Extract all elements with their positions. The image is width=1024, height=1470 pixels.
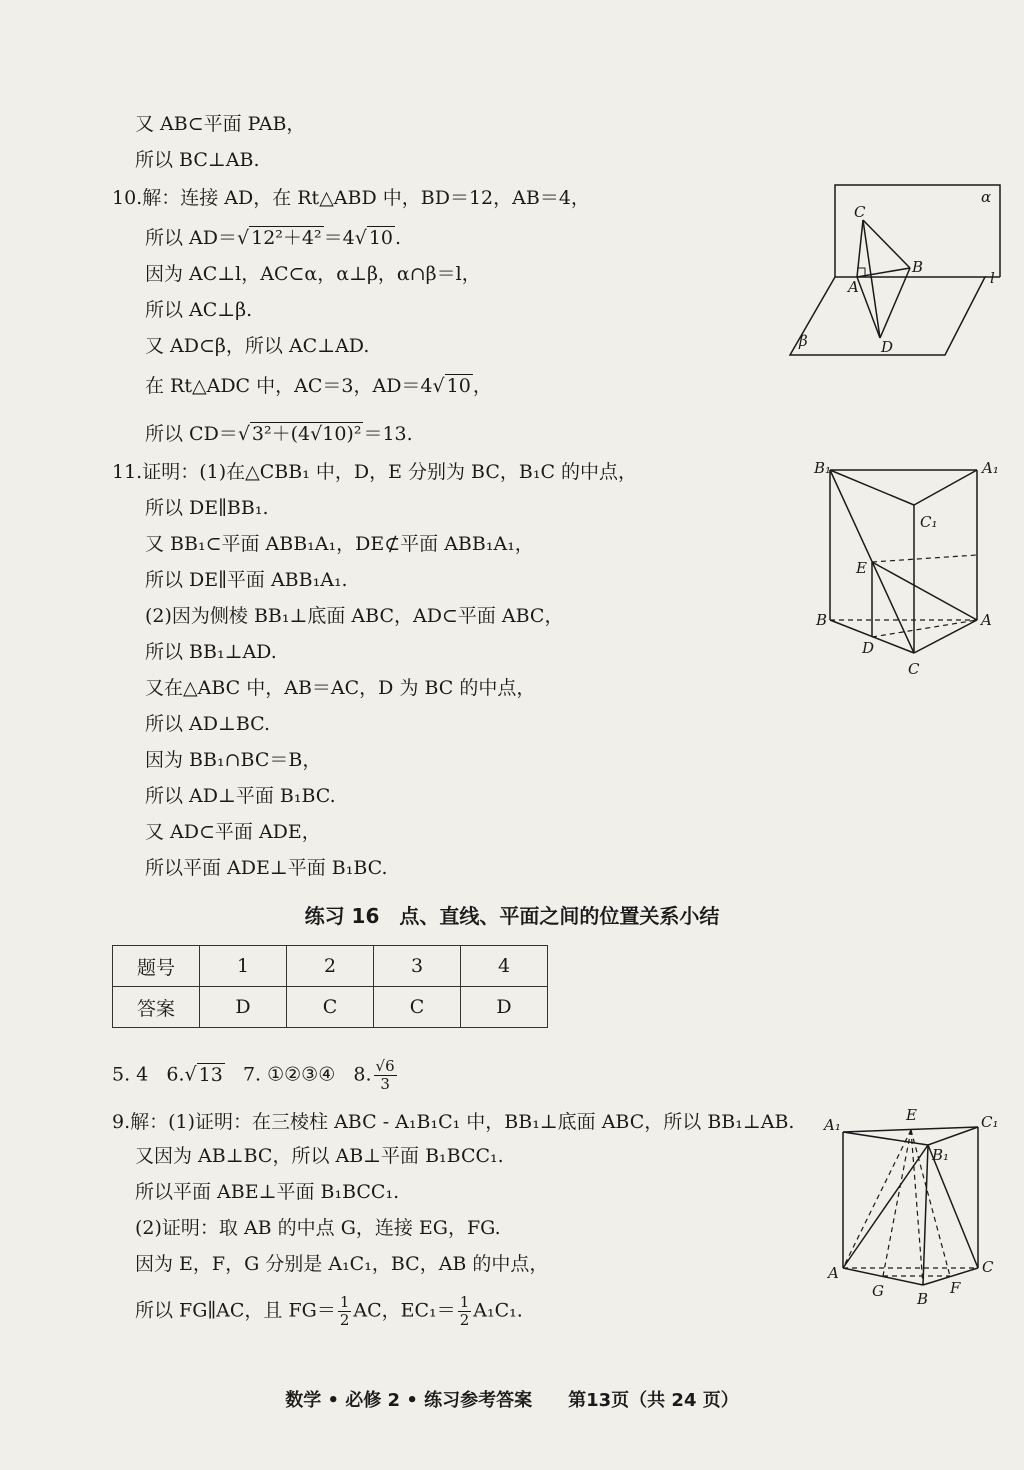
text-line: 所以 AD⊥平面 B₁BC. [145,785,336,807]
label-C1: C₁ [920,513,938,531]
label-A1: A₁ [982,459,999,477]
table-cell: 1 [200,946,287,987]
text-line: 又 AD⊂β，所以 AC⊥AD. [145,335,370,357]
text-line: 又在△ABC 中，AB＝AC，D 为 BC 的中点， [145,677,536,699]
text-line: 所以 DE∥BB₁. [145,497,269,519]
fill-in-answers: 5. 4 6.√ 13 7. ①②③④ 8. $\frac{√6}{3}$ [112,1057,395,1093]
label-G: G [872,1282,884,1300]
label-B: B [912,258,924,276]
text-line: (2)因为侧棱 BB₁⊥底面 ABC，AD⊂平面 ABC， [145,605,564,627]
label-E: E [906,1106,917,1124]
label-C: C [982,1258,994,1276]
question-10-heading: 10.解：连接 AD，在 Rt△ABD 中，BD＝12，AB＝4， [112,187,590,209]
label-B: B [917,1290,929,1308]
label-A: A [981,611,992,629]
label-D: D [881,338,894,356]
label-alpha: α [981,188,992,206]
text-line: 所以 FG∥AC，且 FG＝ $\frac{1}{2}$ AC，EC₁＝ $\frac{1}{2}$ A₁C₁. [135,1293,523,1329]
label-A: A [828,1264,839,1282]
label-l: l [990,269,995,287]
table-cell: D [200,987,287,1028]
answer-table [112,945,548,1028]
text-line: 所以 AC⊥β. [145,299,253,321]
table-header-cell: 答案 [113,987,200,1028]
text-line: 所以 CD＝√ 3²＋(4√10)² ＝13. [145,423,413,445]
text-line: 因为 E，F，G 分别是 A₁C₁，BC，AB 的中点， [135,1253,549,1275]
table-cell: D [461,987,548,1028]
text-line: (2)证明：取 AB 的中点 G，连接 EG，FG. [135,1217,501,1239]
label-B1: B₁ [814,459,832,477]
table-row [113,987,548,1028]
text-line: 在 Rt△ADC 中，AC＝3，AD＝4√ 10 ， [145,375,492,397]
table-cell: 4 [461,946,548,987]
label-B1: B₁ [932,1146,950,1164]
section-title: 练习 16 点、直线、平面之间的位置关系小结 [304,904,720,928]
text-line: 又因为 AB⊥BC，所以 AB⊥平面 B₁BCC₁. [135,1145,504,1167]
text-line: 所以平面 ABE⊥平面 B₁BCC₁. [135,1181,400,1203]
table-cell: C [287,987,374,1028]
table-cell: 3 [374,946,461,987]
page-footer: 数学 • 必修 2 • 练习参考答案 第13页（共 24 页） [285,1390,739,1411]
text-line: 所以 DE∥平面 ABB₁A₁. [145,569,348,591]
label-F: F [950,1279,961,1297]
text-line: 因为 BB₁∩BC＝B， [145,749,322,771]
text-line: 又 BB₁⊂平面 ABB₁A₁，DE⊄平面 ABB₁A₁， [145,533,534,555]
table-header-cell: 题号 [113,946,200,987]
text-line: 所以 BC⊥AB. [135,149,260,171]
figure-dihedral-planes [785,180,1010,365]
table-cell: 2 [287,946,374,987]
text-line: 所以 AD＝√ 12²＋4² ＝4√ 10 . [145,227,402,249]
text-line: 因为 AC⊥l，AC⊂α，α⊥β，α∩β＝l， [145,263,481,285]
table-row [113,946,548,987]
label-D: D [862,639,875,657]
question-9-heading: 9.解：(1)证明：在三棱柱 ABC - A₁B₁C₁ 中，BB₁⊥底面 ABC，所以 BB₁⊥AB. [112,1111,795,1133]
table-cell: C [374,987,461,1028]
label-B: B [816,611,828,629]
label-C: C [908,660,920,678]
text-line: 又 AD⊂平面 ADE， [145,821,321,843]
label-beta: β [799,332,808,350]
label-C: C [854,203,866,221]
text-line: 所以 AD⊥BC. [145,713,271,735]
text-line: 所以平面 ADE⊥平面 B₁BC. [145,857,388,879]
text-line: 所以 BB₁⊥AD. [145,641,277,663]
figure-prism-2 [818,1100,1018,1310]
label-E: E [856,559,867,577]
label-C1: C₁ [981,1113,999,1131]
question-11-heading: 11.证明：(1)在△CBB₁ 中，D，E 分别为 BC，B₁C 的中点， [112,461,638,483]
text-line: 又 AB⊂平面 PAB， [135,113,306,135]
label-A: A [848,278,859,296]
label-A1: A₁ [824,1116,841,1134]
figure-prism-1 [812,455,1012,680]
